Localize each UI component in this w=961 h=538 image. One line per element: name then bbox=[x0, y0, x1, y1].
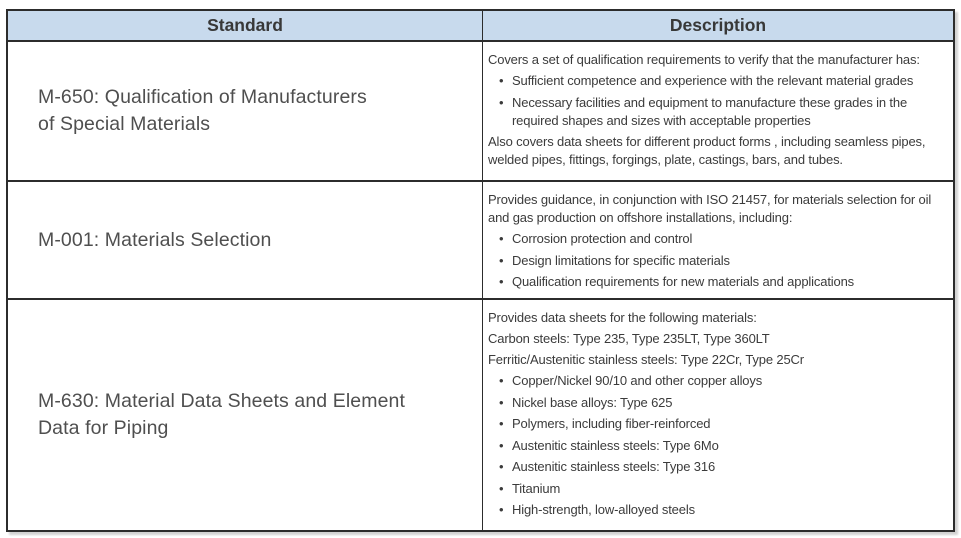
description-cell bbox=[483, 182, 953, 298]
description-paragraph: Provides data sheets for the following materials: bbox=[488, 310, 757, 325]
column-header-description: Description bbox=[483, 11, 953, 40]
description-bullet: • Austenitic stainless steels: Type 6Mo bbox=[488, 437, 949, 455]
table-header-row bbox=[8, 11, 953, 42]
description-bullet: • Polymers, including fiber-reinforced bbox=[488, 415, 949, 433]
table-row bbox=[8, 300, 953, 530]
description-bullet: • Necessary facilities and equipment to manufacture these grades in the required shapes and sizes with acceptable properties bbox=[488, 94, 949, 130]
description-paragraph: Covers a set of qualification requirements to verify that the manufacturer has: bbox=[488, 52, 920, 67]
standard-cell bbox=[8, 42, 483, 180]
standard-cell bbox=[8, 300, 483, 530]
standard-title: M-001: Materials Selection bbox=[38, 228, 272, 251]
column-header-standard: Standard bbox=[8, 11, 483, 40]
table-row bbox=[8, 182, 953, 300]
description-paragraph: Provides guidance, in conjunction with ISO 21457, for materials selection for oil and gas production on offshore installations, including: bbox=[488, 192, 932, 225]
description-bullet: • Austenitic stainless steels: Type 316 bbox=[488, 458, 949, 476]
description-paragraph: Ferritic/Austenitic stainless steels: Type 22Cr, Type 25Cr bbox=[488, 352, 804, 367]
description-bullet: • Qualification requirements for new materials and applications bbox=[488, 273, 949, 291]
description-bullet: • Sufficient competence and experience with the relevant material grades bbox=[488, 72, 949, 90]
description-bullet: • Titanium bbox=[488, 480, 949, 498]
description-cell bbox=[483, 42, 953, 180]
standards-table bbox=[6, 9, 955, 532]
description-paragraph: Carbon steels: Type 235, Type 235LT, Type 360LT bbox=[488, 331, 770, 346]
description-cell bbox=[483, 300, 953, 530]
table-row bbox=[8, 42, 953, 182]
description-bullet: • Design limitations for specific materials bbox=[488, 252, 949, 270]
description-bullet: • High-strength, low-alloyed steels bbox=[488, 501, 949, 519]
description-paragraph: Also covers data sheets for different product forms , including seamless pipes, welded pipes, fittings, forgings, plate, castings, bars, and tubes. bbox=[488, 134, 926, 167]
standard-title: M-630: Material Data Sheets and Element Data for Piping bbox=[38, 390, 406, 439]
description-bullet: • Copper/Nickel 90/10 and other copper alloys bbox=[488, 372, 949, 390]
standard-title: M-650: Qualification of Manufacturers of Special Materials bbox=[38, 86, 367, 135]
standard-cell bbox=[8, 182, 483, 298]
description-bullet: • Nickel base alloys: Type 625 bbox=[488, 394, 949, 412]
description-bullet: • Corrosion protection and control bbox=[488, 230, 949, 248]
table-body bbox=[8, 42, 953, 530]
